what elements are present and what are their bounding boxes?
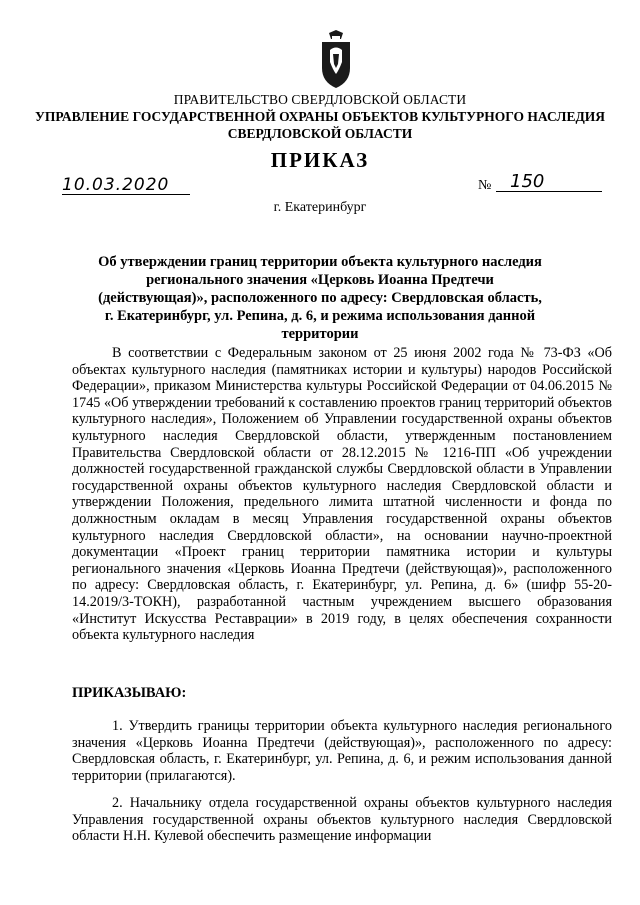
preamble-paragraph: В соответствии с Федеральным законом от 25 июня 2002 года № 73-ФЗ «Об объектах культурного наследия (памятниках истории и культуры) народов Российской Федерации», приказом Министерства культуры Российской Федерации от 04.06.2015 № 1745 «Об утверждении требований к составлению проектов границ территорий объектов культурного наследия», Положением об Управлении государственной охраны объектов культурного наследия Свердловской области, утвержденным постановлением Правительства Свердловской области от 28.12.2015 № 1216-ПП «Об учреждении должностей государственной гражданской службы Свердловской области в Управлении государственной охраны объектов культурного наследия Свердловской области и утверждении Положения, предельного лимита штатной численности и фонда по должностным окладам в месяц Управления государственной охраны объектов культурного наследия Свердловской области», на основании научно-проектной документации «Проект границ территории памятника истории и культуры регионального значения «Церковь Иоанна Предтечи (действующая)», расположенного по адресу: Свердловская область, г. Екатеринбург, ул. Репина, д. 6» (шифр 55-20-14.2019/3-ТОКН), разработанной частным учреждением высшего образования «Институт Искусства Реставрации» в 2019 году, в целях обеспечения сохранности объекта культурного наследия <box>72 345 612 644</box>
government-name: ПРАВИТЕЛЬСТВО СВЕРДЛОВСКОЙ ОБЛАСТИ <box>173 92 467 107</box>
document-type: ПРИКАЗ <box>270 148 370 172</box>
order-date: 10.03.2020 <box>62 176 190 195</box>
city: г. Екатеринбург <box>273 200 367 215</box>
order-number: 150 <box>496 172 602 192</box>
document-title: Об утверждении границ территории объекта культурного наследия регионального значения «Церковь Иоанна Предтечи (действующая)», расположенного по адресу: Свердловская область, г. Екатеринбург, ул. Репина, д. 6, и режима использования данной территории <box>98 254 542 342</box>
coat-of-arms-emblem <box>320 30 352 90</box>
department-name: УПРАВЛЕНИЕ ГОСУДАРСТВЕННОЙ ОХРАНЫ ОБЪЕКТОВ КУЛЬТУРНОГО НАСЛЕДИЯ СВЕРДЛОВСКОЙ ОБЛАСТИ <box>34 109 606 141</box>
order-item-2: 2. Начальнику отдела государственной охраны объектов культурного наследия Управления государственной охраны объектов культурного наследия Свердловской области Н.Н. Кулевой обеспечить размещение информации <box>72 795 612 845</box>
order-heading: ПРИКАЗЫВАЮ: <box>72 685 187 701</box>
order-item-1: 1. Утвердить границы территории объекта культурного наследия регионального значения «Церковь Иоанна Предтечи (действующая)», расположенного по адресу: Свердловская область, г. Екатеринбург, ул. Репина, д. 6, и режим использования данной территории (прилагаются). <box>72 718 612 784</box>
number-label: № <box>478 178 492 193</box>
